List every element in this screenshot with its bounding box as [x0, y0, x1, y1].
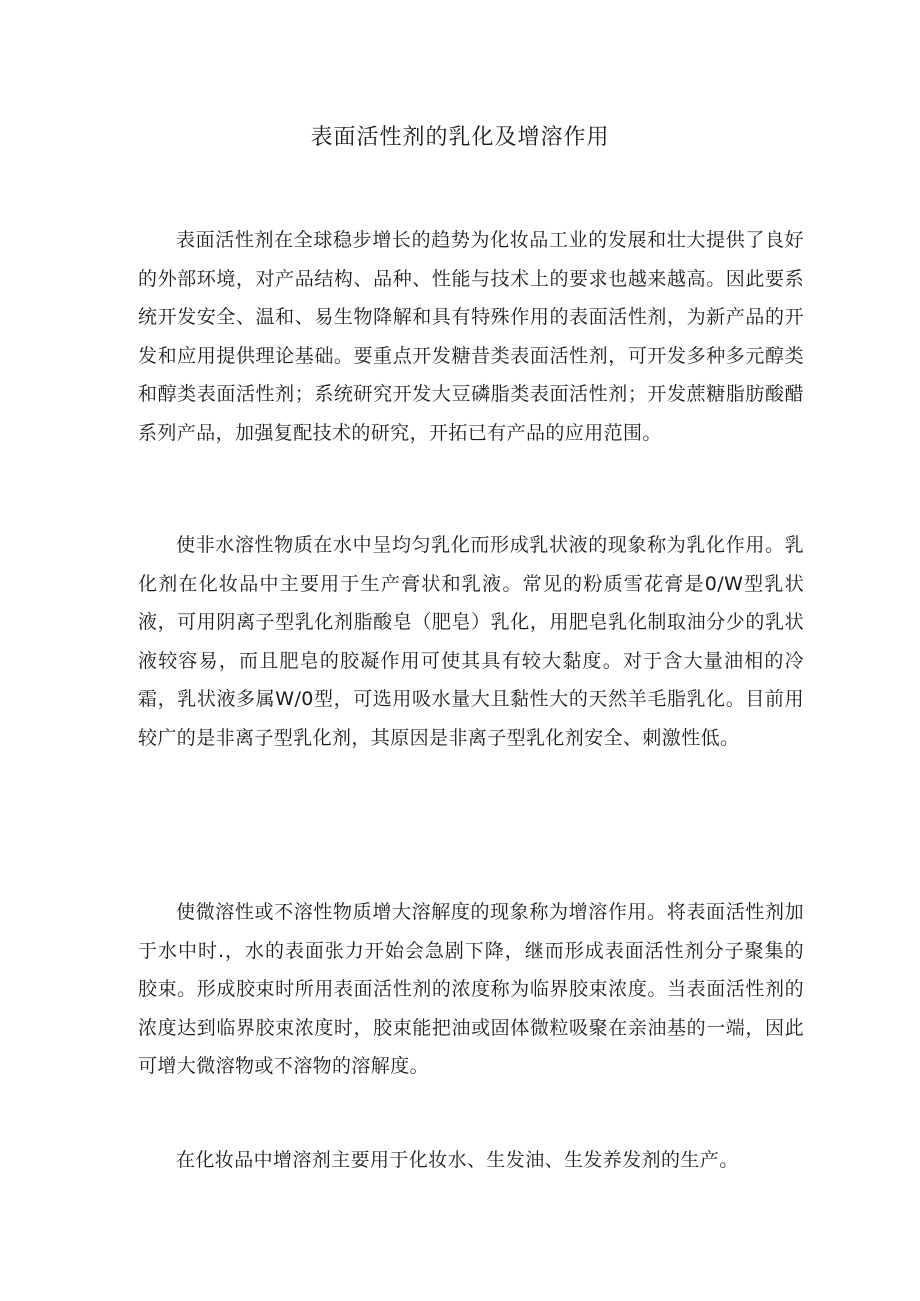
- paragraph-solubilization: 使微溶性或不溶性物质增大溶解度的现象称为增溶作用。将表面活性剂加于水中时.，水的表面张力开始会急剧下降，继而形成表面活性剂分子聚集的胶束。形成胶束时所用表面活性剂的浓度称为临界胶束浓度。当表面活性剂的浓度达到临界胶束浓度时，胶束能把油或固体微粒吸聚在亲油基的一端，因此可增大微溶物或不溶物的溶解度。: [138, 901, 804, 1077]
- paragraph-emulsification: 使非水溶性物质在水中呈均匀乳化而形成乳状液的现象称为乳化作用。乳化剂在化妆品中主要用于生产膏状和乳液。常见的粉质雪花膏是0/W型乳状液，可用阴离子型乳化剂脂酸皂（肥皂）乳化，用肥皂乳化制取油分少的乳状液较容易，而且肥皂的胶凝作用可使其具有较大黏度。对于含大量油相的冷霜，乳状液多属W/0型，可选用吸水量大且黏性大的天然羊毛脂乳化。目前用较广的是非离子型乳化剂，其原因是非离子型乳化剂安全、刺激性低。: [138, 534, 804, 749]
- paragraph-solubilizer-use: 在化妆品中增溶剂主要用于化妆水、生发油、生发养发剂的生产。: [176, 1149, 739, 1171]
- paragraph-intro: 表面活性剂在全球稳步增长的趋势为化妆品工业的发展和壮大提供了良好的外部环境，对产品结构、品种、性能与技术上的要求也越来越高。因此要系统开发安全、温和、易生物降解和具有特殊作用的表面活性剂，为新产品的开发和应用提供理论基础。要重点开发糖昔类表面活性剂，可开发多种多元醇类和醇类表面活性剂；系统研究开发大豆磷脂类表面活性剂；开发蔗糖脂肪酸醋系列产品，加强复配技术的研究，开拓已有产品的应用范围。: [138, 229, 804, 444]
- document-title: 表面活性剂的乳化及增溶作用: [310, 125, 610, 150]
